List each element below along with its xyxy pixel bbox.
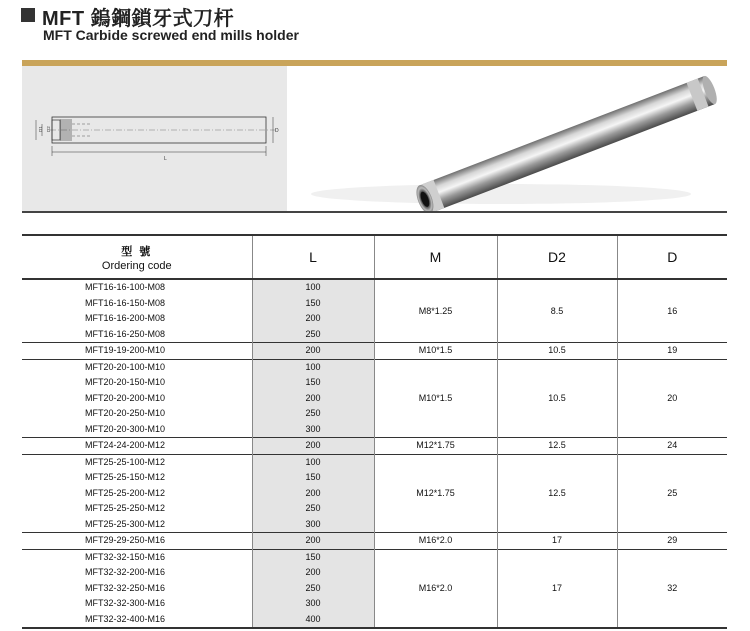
ordering-code-cell: MFT25-25-150-M12: [85, 472, 166, 483]
table-body: [22, 279, 727, 628]
length-cell: 250: [252, 327, 374, 343]
length-cell: 200: [252, 391, 374, 407]
length-cell: 200: [252, 311, 374, 327]
drawing-label-d: D: [275, 128, 279, 134]
length-cell: 400: [252, 612, 374, 629]
header-m: M: [374, 235, 497, 279]
length-cell: 200: [252, 486, 374, 502]
ordering-code-cell: MFT19-19-200-M10: [22, 343, 252, 360]
table-row: [22, 454, 727, 470]
ordering-code-cell: MFT20-20-200-M10: [85, 392, 166, 403]
table-row: [22, 279, 727, 296]
table-row: [22, 359, 727, 375]
ordering-code-cell: MFT24-24-200-M12: [22, 438, 252, 455]
length-cell: 200: [252, 343, 374, 360]
thread-m-cell: M10*1.5: [374, 359, 497, 438]
drawing-label-l: L: [164, 156, 167, 162]
length-cell: 200: [252, 438, 374, 455]
length-cell: 200: [252, 565, 374, 581]
length-cell: 150: [252, 296, 374, 312]
d2-cell: 12.5: [497, 438, 617, 455]
ordering-code-cell: MFT25-25-300-M12: [85, 518, 166, 529]
length-cell: 300: [252, 517, 374, 533]
technical-drawing-panel: [22, 66, 287, 211]
length-cell: 150: [252, 549, 374, 565]
header-d: D: [617, 235, 727, 279]
length-cell: 300: [252, 422, 374, 438]
header-l: L: [252, 235, 374, 279]
diameter-d-cell: 29: [617, 533, 727, 550]
header-d2: D2: [497, 235, 617, 279]
ordering-code-cell: MFT32-32-200-M16: [85, 567, 166, 578]
length-cell: 250: [252, 581, 374, 597]
length-cell: 200: [252, 533, 374, 550]
thread-m-cell: M8*1.25: [374, 279, 497, 343]
product-banner: [22, 60, 727, 213]
table-row: [22, 533, 727, 550]
ordering-code-cell: MFT16-16-150-M08: [85, 297, 166, 308]
thread-m-cell: M16*2.0: [374, 533, 497, 550]
d2-cell: 17: [497, 533, 617, 550]
ordering-code-cell: MFT16-16-200-M08: [85, 313, 166, 324]
length-cell: 100: [252, 359, 374, 375]
ordering-code-cell: MFT16-16-250-M08: [85, 328, 166, 339]
length-cell: 150: [252, 470, 374, 486]
ordering-code-cell: MFT25-25-100-M12: [22, 454, 252, 470]
title-square-icon: [21, 8, 35, 22]
diameter-d-cell: 16: [617, 279, 727, 343]
d2-cell: 10.5: [497, 359, 617, 438]
thread-m-cell: M10*1.5: [374, 343, 497, 360]
thread-m-cell: M16*2.0: [374, 549, 497, 628]
table-header-row: [22, 235, 727, 279]
diameter-d-cell: 25: [617, 454, 727, 533]
ordering-code-cell: MFT29-29-250-M16: [22, 533, 252, 550]
page-title: MFT 鎢鋼鎖牙式刀杆: [42, 8, 235, 30]
technical-drawing: [22, 66, 287, 211]
ordering-code-cell: MFT32-32-400-M16: [85, 613, 166, 624]
length-cell: 250: [252, 406, 374, 422]
d2-cell: 8.5: [497, 279, 617, 343]
ordering-code-cell: MFT16-16-100-M08: [85, 282, 166, 293]
ordering-code-cell: MFT20-20-300-M10: [85, 423, 166, 434]
thread-m-cell: M12*1.75: [374, 454, 497, 533]
length-cell: 100: [252, 279, 374, 296]
header-ordering-code: 型 號 Ordering code: [22, 235, 252, 279]
ordering-code-cell: MFT20-20-150-M10: [85, 377, 166, 388]
d2-cell: 10.5: [497, 343, 617, 360]
holder-photo: [287, 66, 727, 211]
ordering-code-cell: MFT25-25-250-M12: [85, 503, 166, 514]
table-row: [22, 438, 727, 455]
length-cell: 300: [252, 596, 374, 612]
diameter-d-cell: 20: [617, 359, 727, 438]
product-photo-panel: [287, 66, 727, 211]
diameter-d-cell: 24: [617, 438, 727, 455]
table-row: [22, 549, 727, 565]
length-cell: 100: [252, 454, 374, 470]
d2-cell: 12.5: [497, 454, 617, 533]
drawing-label-d2: D2: [46, 126, 51, 132]
ordering-code-cell: MFT20-20-100-M10: [22, 359, 252, 375]
d2-cell: 17: [497, 549, 617, 628]
diameter-d-cell: 19: [617, 343, 727, 360]
ordering-code-cell: MFT32-32-150-M16: [22, 549, 252, 565]
diameter-d-cell: 32: [617, 549, 727, 628]
drawing-label-d1: D1: [38, 126, 43, 132]
table-row: [22, 343, 727, 360]
page-subtitle: MFT Carbide screwed end mills holder: [43, 27, 299, 43]
ordering-code-cell: MFT25-25-200-M12: [85, 487, 166, 498]
ordering-code-cell: MFT20-20-250-M10: [85, 408, 166, 419]
ordering-code-cell: MFT32-32-300-M16: [85, 598, 166, 609]
spec-table: [22, 234, 727, 629]
thread-m-cell: M12*1.75: [374, 438, 497, 455]
length-cell: 250: [252, 501, 374, 517]
length-cell: 150: [252, 375, 374, 391]
ordering-code-cell: MFT32-32-250-M16: [85, 582, 166, 593]
